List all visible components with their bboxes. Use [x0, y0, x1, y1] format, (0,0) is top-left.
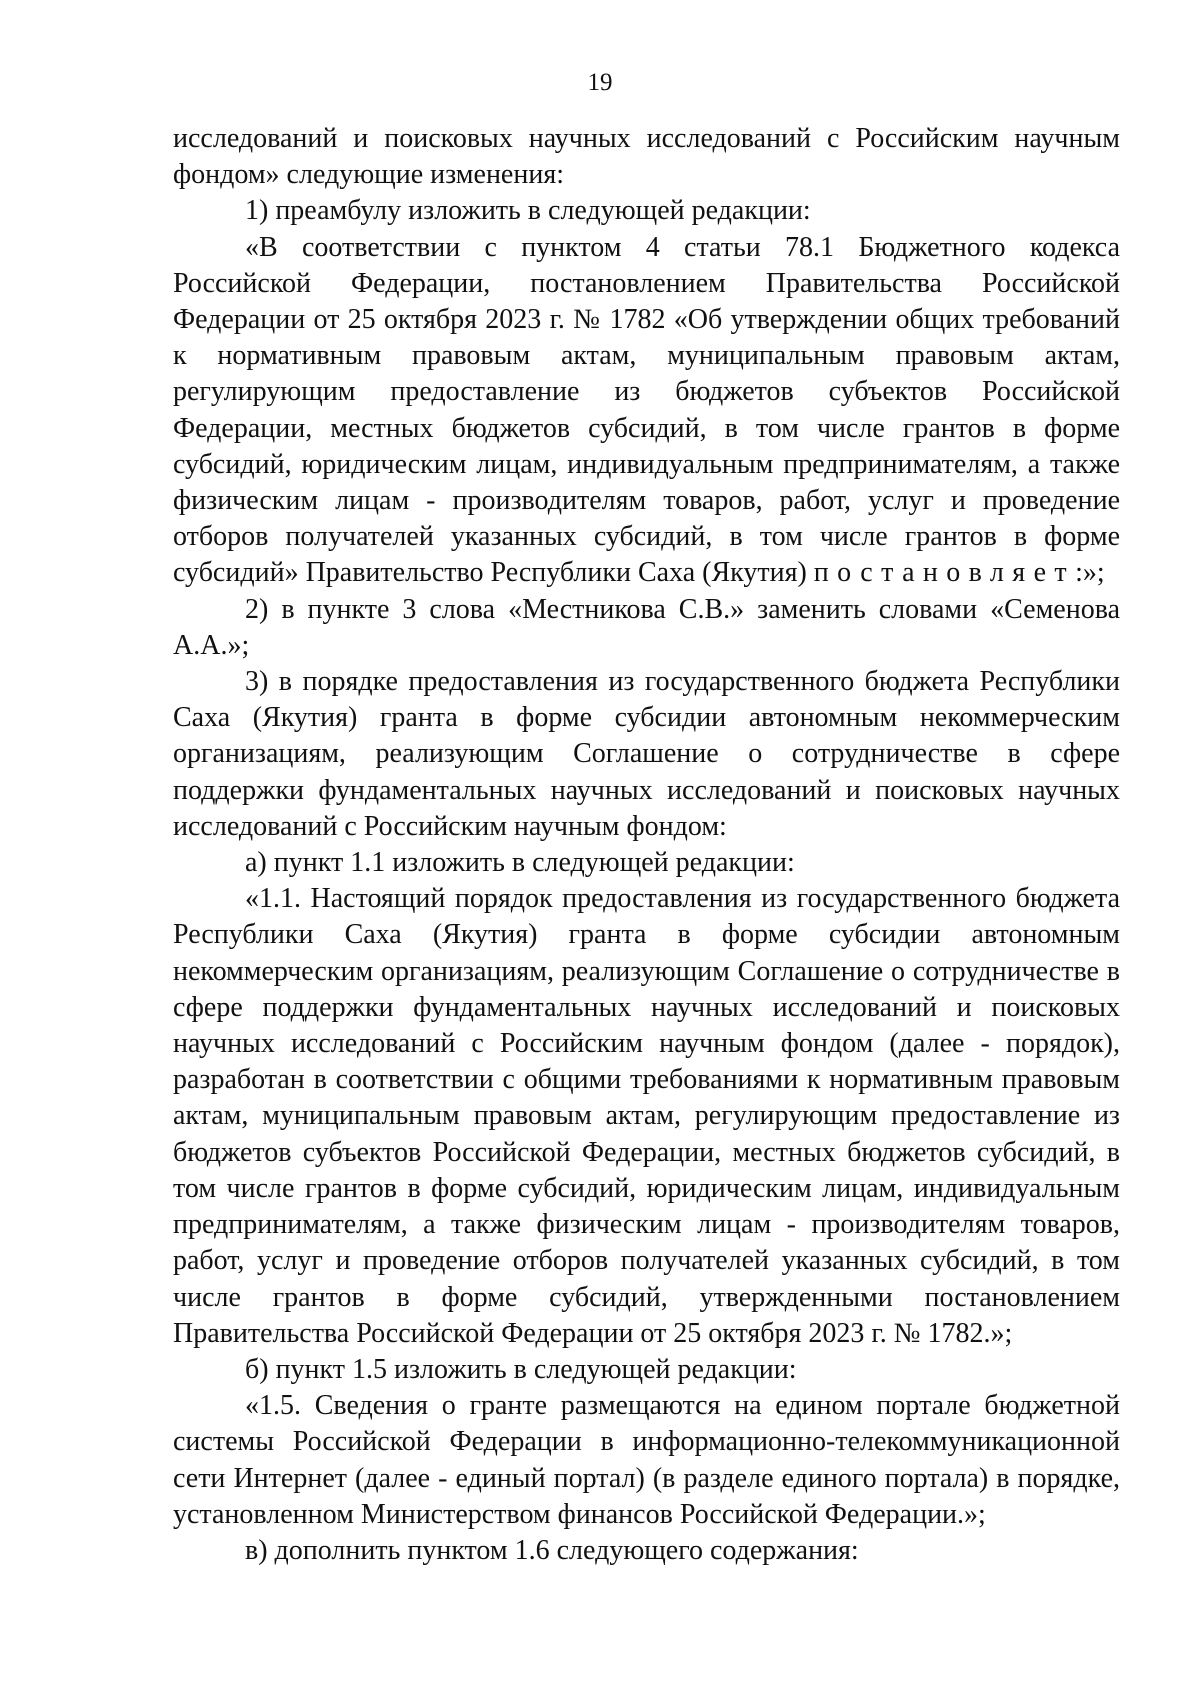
amendment-item-1: 1) преамбулу изложить в следующей редакции: — [245, 195, 811, 227]
preamble-ending: :»; — [1075, 557, 1105, 589]
subitem-v: в) дополнить пунктом 1.6 следующего содержания: — [245, 1534, 859, 1566]
amendment-item-2: 2) в пункте 3 слова «Местникова С.В.» заменить словами «Семенова А.А.»; — [173, 593, 1120, 661]
page-number: 19 — [587, 69, 613, 96]
preamble-quote-text: «В соответствии с пунктом 4 статьи 78.1 Бюджетного кодекса Российской Федерации, постановлением Правительства Российской Федерации от 25 октября 2023 г. № 1782 «Об утверждении общих требований к нормативным правовым актам, муниципальным правовым актам, регулирующим предоставление из бюджетов субъектов Российской Федерации, местных бюджетов субсидий, в том числе грантов в форме субсидий, юридическим лицам, индивидуальным предпринимателям, а также физическим лицам - производителям товаров, работ, услуг и проведение отборов получателей указанных субсидий, в том числе грантов в форме субсидий» Правительство Республики Саха (Якутия) — [173, 231, 1120, 589]
paragraph-continuation: исследований и поисковых научных исследований с Российским научным фондом» следующие изменения: — [173, 123, 1120, 191]
amendment-item-3: 3) в порядке предоставления из государственного бюджета Республики Саха (Якутия) гранта в форме субсидии автономным некоммерческим организациям, реализующим Соглашение о сотрудничестве в сфере поддержки фундаментальных научных исследований и поисковых научных исследований с Российским научным фондом: — [173, 666, 1120, 842]
document-body — [173, 121, 1120, 1569]
subitem-b: б) пункт 1.5 изложить в следующей редакции: — [245, 1353, 797, 1385]
clause-1-1-quote: «1.1. Настоящий порядок предоставления из государственного бюджета Республики Саха (Якутия) гранта в форме субсидии автономным некоммерческим организациям, реализующим Соглашение о сотрудничестве в сфере поддержки фундаментальных научных исследований и поисковых научных исследований с Российским научным фондом (далее - порядок), разработан в соответствии с общими требованиями к нормативным правовым актам, муниципальным правовым актам, регулирующим предоставление из бюджетов субъектов Российской Федерации, местных бюджетов субсидий, в том числе грантов в форме субсидий, юридическим лицам, индивидуальным предпринимателям, а также физическим лицам - производителям товаров, работ, услуг и проведение отборов получателей указанных субсидий, в том числе грантов в форме субсидий, утвержденными постановлением Правительства Российской Федерации от 25 октября 2023 г. № 1782.»; — [173, 883, 1120, 1349]
subitem-a: а) пункт 1.1 изложить в следующей редакции: — [245, 847, 795, 879]
clause-1-5-quote: «1.5. Сведения о гранте размещаются на едином портале бюджетной системы Российской Федерации в информационно-телекоммуникационной сети Интернет (далее - единый портал) (в разделе единого портала) в порядке, установленном Министерством финансов Российской Федерации.»; — [173, 1390, 1120, 1530]
preamble-quote — [173, 230, 1120, 592]
preamble-spaced-word: постановляет — [813, 557, 1076, 589]
